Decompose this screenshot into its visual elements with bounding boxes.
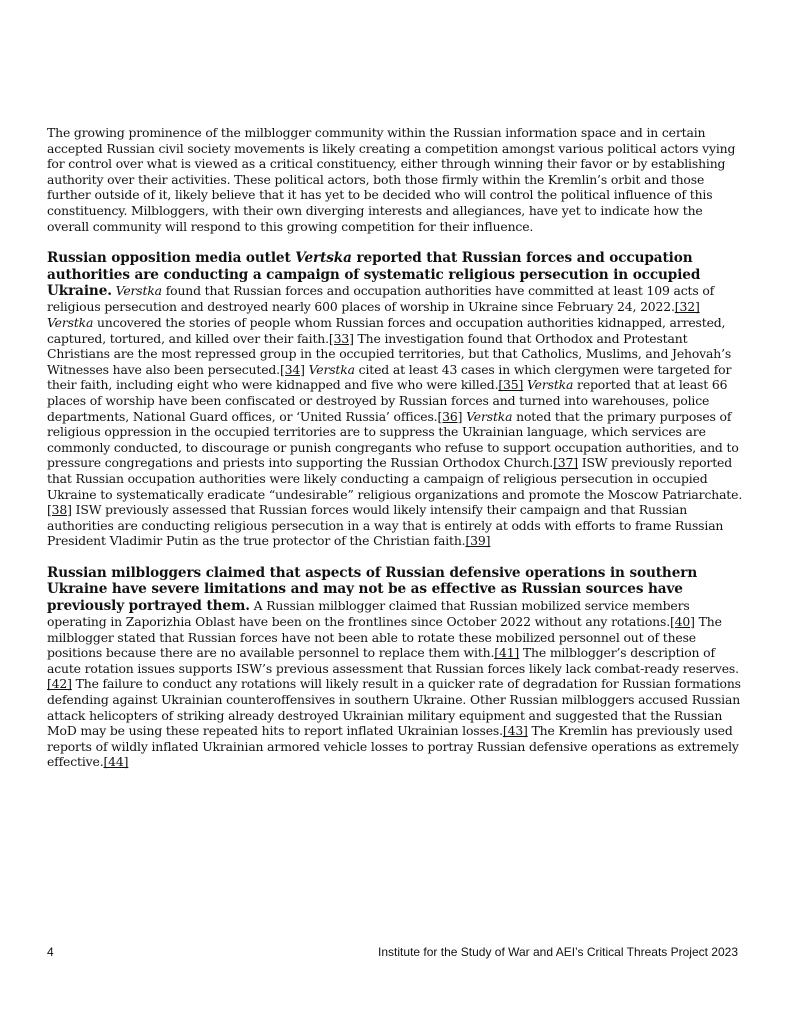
footnote-link[interactable]: [44] bbox=[103, 754, 129, 770]
publication-name: Verstka bbox=[308, 361, 355, 377]
text-run: ISW previously reported that Russian occupation authorities were likely conducting a campaign of religious persecution in occupied Ukraine to systematically eradicate “undesirable” religious organizations and promote the Moscow Patriarchate. bbox=[47, 455, 743, 502]
footnote-link[interactable]: [41] bbox=[494, 645, 520, 661]
text-run: found that Russian forces and occupation authorities have committed at least 109 acts of religious persecution and destroyed nearly 600 places of worship in Ukraine since February 24, 2022. bbox=[47, 282, 715, 315]
footnote-link[interactable]: [42] bbox=[47, 676, 72, 692]
lead-italic-title: Vertska bbox=[295, 250, 352, 267]
text-run: ISW previously assessed that Russian forces would likely intensify their campaign and that Russian authorities are conducting religious persecution in a way that is entirely at odds with efforts to frame Russian President Vladimir Putin as the true protector of the Christian faith. bbox=[47, 502, 724, 549]
footnote-link[interactable]: [43] bbox=[502, 723, 528, 739]
text-run: uncovered the stories of people whom Russian forces and occupation authorities kidnapped, arrested, captured, tortured, and killed over their faith. bbox=[47, 314, 726, 346]
paragraph-1 bbox=[47, 125, 744, 234]
publication-name: Verstka bbox=[47, 314, 94, 330]
paragraph-2 bbox=[47, 250, 744, 549]
footer-organization: Institute for the Study of War and AEI’s Critical Threats Project 2023 bbox=[378, 945, 738, 959]
text-run: reported that at least 66 places of worship have been confiscated or destroyed by Russian forces and turned into warehouses, police departments, National Guard offices, or ‘United Russia’ offices. bbox=[47, 377, 728, 424]
paragraph-3 bbox=[47, 565, 744, 770]
text-run: The growing prominence of the milblogger community within the Russian information space and in certain accepted Russian civil society movements is likely creating a competition amongst various political actors vying for control over what is viewed as a critical constituency, either through winning their favor or by establishing authority over their activities. These political actors, both those firmly within the Kremlin’s orbit and those further outside of it, likely believe that it has yet to be decided who will control the political influence of this constituency. Milbloggers, with their own diverging interests and allegiances, have yet to indicate how the overall community will respond to this growing competition for their influence. bbox=[47, 125, 736, 234]
page-number: 4 bbox=[47, 945, 54, 959]
publication-name: Verstka bbox=[115, 282, 162, 298]
footnote-link[interactable]: [37] bbox=[553, 455, 578, 471]
text-run: The Kremlin has previously used reports of wildly inflated Ukrainian armored vehicle losses to portray Russian defensive operations as extremely effective. bbox=[47, 723, 739, 770]
text-run: noted that the primary purposes of religious oppression in the occupied territories are to suppress the Ukrainian language, which services are commonly conducted, to discourage or punish congregants who refuse to support occupation authorities, and to pressure congregations and priests into supporting the Russian Orthodox Church. bbox=[47, 408, 739, 471]
footnote-link[interactable]: [39] bbox=[465, 533, 491, 549]
footnote-link[interactable]: [35] bbox=[498, 377, 524, 393]
body-text bbox=[47, 125, 744, 786]
publication-name: Verstka bbox=[466, 408, 513, 424]
text-run: The milblogger’s description of acute rotation issues supports ISW’s previous assessment that Russian forces likely lack combat-ready reserves. bbox=[47, 645, 739, 676]
text-run: The milblogger stated that Russian forces have not been able to rotate these mobilized personnel out of these positions because there are no available personnel to replace them with. bbox=[47, 614, 722, 661]
lead-sentence: Russian milbloggers claimed that aspects of Russian defensive operations in southern Ukraine have severe limitations and may not be as effective as Russian sources have previously portrayed them. bbox=[47, 564, 698, 614]
footnote-link[interactable]: [32] bbox=[674, 299, 700, 315]
text-run: The investigation found that Orthodox and Protestant Christians are the most repressed group in the occupied territories, but that Catholics, Muslims, and Jehovah’s Witnesses have also been persecuted. bbox=[47, 330, 732, 377]
publication-name: Verstka bbox=[527, 377, 574, 393]
page-footer bbox=[47, 945, 738, 961]
footnote-link[interactable]: [34] bbox=[279, 361, 305, 377]
lead-sentence: reported that Russian forces and occupation authorities are conducting a campaign of systematic religious persecution in occupied Ukraine. bbox=[47, 250, 701, 299]
footnote-link[interactable]: [36] bbox=[437, 408, 463, 424]
footnote-link[interactable]: [40] bbox=[670, 614, 695, 630]
text-run: A Russian milblogger claimed that Russian mobilized service members operating in Zaporizhia Oblast have been on the frontlines since October 2022 without any rotations. bbox=[47, 597, 690, 630]
footnote-link[interactable]: [38] bbox=[47, 502, 72, 518]
text-run: The failure to conduct any rotations will likely result in a quicker rate of degradation for Russian formations defending against Ukrainian counteroffensives in southern Ukraine. Other Russian milbloggers accused Russian attack helicopters of striking already destroyed Ukrainian military equipment and suggested that the Russian MoD may be using these repeated hits to report inflated Ukrainian losses. bbox=[47, 676, 741, 739]
footnote-link[interactable]: [33] bbox=[328, 330, 354, 346]
lead-sentence: Russian opposition media outlet bbox=[47, 250, 296, 267]
text-run: cited at least 43 cases in which clergymen were targeted for their faith, including eight who were kidnapped and five who were killed. bbox=[47, 361, 732, 393]
